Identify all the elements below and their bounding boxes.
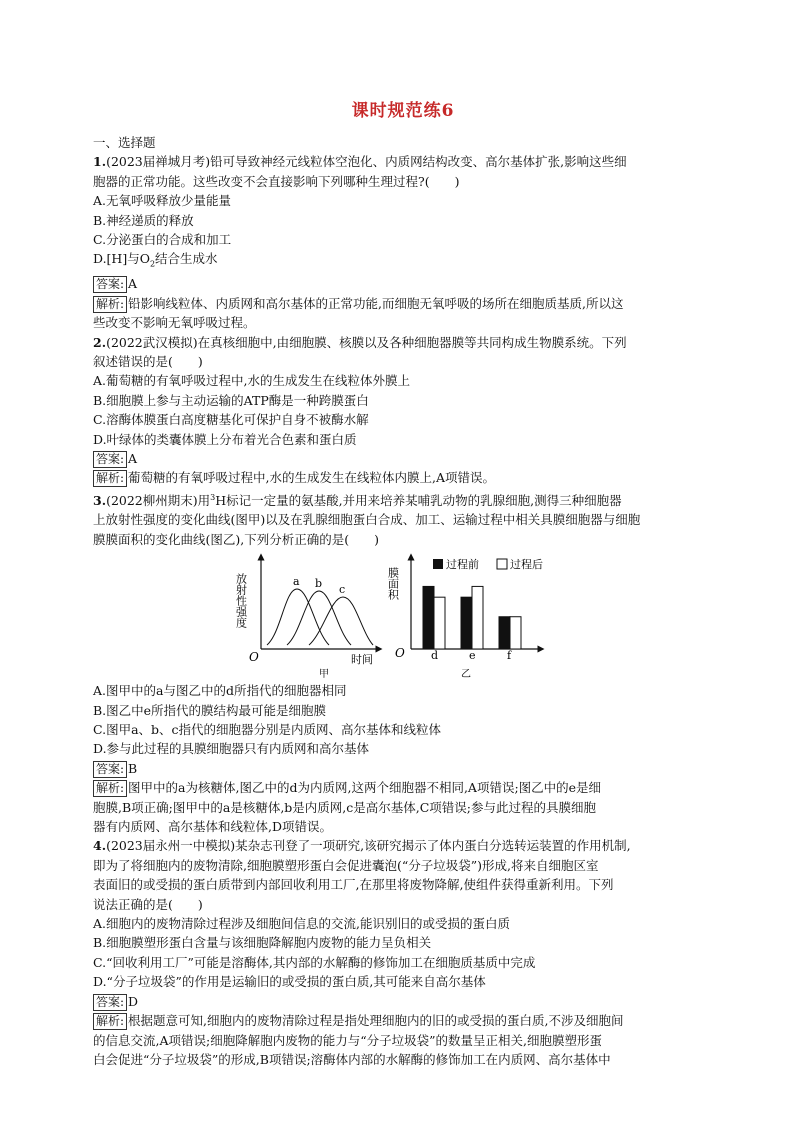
q4-option-a: A.细胞内的废物清除过程涉及细胞间信息的交流,能识别旧的或受损的蛋白质 — [93, 916, 510, 932]
figure-jia — [233, 553, 383, 679]
jia-curve-c — [309, 597, 373, 645]
yi-tick-d: d — [431, 649, 439, 663]
q4-analysis-line3: 白会促进“分子垃圾袋”的形成,B项错误;溶酶体内部的水解酶的修饰加工在内质网、高尔基体中 — [93, 1051, 611, 1067]
yi-caption: 乙 — [461, 669, 471, 681]
q2-analysis-text1: 葡萄糖的有氧呼吸过程中,水的生成发生在线粒体内膜上,A项错误。 — [128, 470, 496, 486]
q2-option-d: D.叶绿体的类囊体膜上分布着光合色素和蛋白质 — [93, 431, 357, 447]
bar-e-before — [461, 597, 472, 649]
q3-stem-line2: 上放射性强度的变化曲线(图甲)以及在乳腺细胞蛋白合成、加工、运输过程中相关具膜细胞器与细胞 — [93, 512, 641, 528]
q2-answer — [93, 449, 713, 468]
question-4 — [93, 836, 713, 1069]
q3-option-c: C.图甲a、b、c指代的细胞器分别是内质网、高尔基体和线粒体 — [93, 722, 442, 737]
yi-ylabel: 膜面积 — [386, 567, 400, 601]
q2-option-a: A.葡萄糖的有氧呼吸过程中,水的生成发生在线粒体外膜上 — [93, 373, 410, 389]
jia-xlabel: 时间 — [351, 653, 373, 667]
q3-analysis-line2: 胞膜,B项正确;图甲中的a是核糖体,b是内质网,c是高尔基体,C项错误;参与此过程的具膜细胞 — [93, 799, 597, 815]
q4-stem-line4: 说法正确的是( ) — [93, 896, 203, 912]
question-2 — [93, 333, 713, 488]
q2-stem-line1 — [93, 333, 713, 352]
q4-analysis-text1: 根据题意可知,细胞内的废物清除过程是指处理细胞内的旧的或受损的蛋白质,不涉及细胞间 — [128, 1013, 624, 1029]
yi-legend-before: 过程前 — [446, 558, 479, 572]
jia-ylabel: 放射性强度 — [234, 573, 248, 629]
q1-analysis-line1 — [93, 294, 713, 313]
bar-f-after — [510, 617, 521, 649]
bar-d-before — [423, 587, 434, 650]
q3-stem-sup: 3 — [210, 492, 216, 502]
jia-label-b: b — [315, 577, 323, 591]
jia-label-a: a — [293, 575, 300, 589]
yi-bars-group — [423, 587, 521, 650]
q1-option-d-post: 结合生成水 — [155, 251, 218, 267]
bar-f-before — [499, 617, 510, 649]
q2-option-b: B.细胞膜上参与主动运输的ATP酶是一种跨膜蛋白 — [93, 392, 369, 408]
jia-label-c: c — [339, 583, 346, 597]
q1-option-d — [93, 249, 713, 274]
q2-stem-line2: 叙述错误的是( ) — [93, 353, 203, 369]
page-content — [93, 96, 713, 1069]
jia-caption: 甲 — [319, 669, 329, 681]
question-1 — [93, 152, 713, 332]
q3-answer-value: B — [128, 760, 138, 776]
q1-analysis-label: 解析: — [93, 296, 127, 313]
q3-option-a: A.图甲中的a与图乙中的d所指代的细胞器相同 — [93, 683, 347, 699]
q3-stem-line3: 膜膜面积的变化曲线(图乙),下列分析正确的是( ) — [93, 531, 379, 547]
yi-ticks-group — [431, 649, 512, 662]
jia-curve-b — [287, 591, 351, 645]
q2-answer-label: 答案: — [93, 451, 127, 468]
q3-answer-label: 答案: — [93, 761, 127, 778]
q3-option-d: D.参与此过程的具膜细胞器只有内质网和高尔基体 — [93, 741, 370, 757]
question-3 — [93, 488, 713, 837]
q2-option-c: C.溶酶体膜蛋白高度糖基化可保护自身不被酶水解 — [93, 412, 369, 428]
q2-analysis-line1 — [93, 468, 713, 487]
figure-yi — [386, 553, 549, 681]
page-title: 课时规范练6 — [351, 101, 455, 121]
yi-legend-after-swatch — [497, 559, 507, 569]
q1-option-d-pre: D.[H]与O — [93, 251, 150, 267]
q4-analysis-line2: 的信息交流,A项错误;细胞降解胞内废物的能力与“分子垃圾袋”的数量呈正相关,细胞膜塑形蛋 — [93, 1032, 602, 1048]
q2-stem-text1: (2022武汉模拟)在真核细胞中,由细胞膜、核膜以及各种细胞器膜等共同构成生物膜系统。下列 — [106, 334, 627, 350]
q4-stem-line2: 即为了将细胞内的废物清除,细胞膜塑形蛋白会促进囊泡(“分子垃圾袋”)形成,将来自细胞区室 — [93, 857, 599, 873]
q1-analysis-text1: 铅影响线粒体、内质网和高尔基体的正常功能,而细胞无氧呼吸的场所在细胞质基质,所以这 — [128, 295, 624, 311]
q4-option-b: B.细胞膜塑形蛋白含量与该细胞降解胞内废物的能力呈负相关 — [93, 935, 432, 951]
yi-origin: O — [395, 646, 405, 661]
q2-analysis-label: 解析: — [93, 470, 127, 487]
q4-answer-label: 答案: — [93, 994, 127, 1011]
jia-curve-a — [267, 589, 329, 645]
q4-stem-line1 — [93, 836, 713, 855]
section-heading: 一、选择题 — [93, 135, 156, 150]
q1-number: 1. — [93, 154, 107, 170]
q3-analysis-text1: 图甲中的a为核糖体,图乙中的d为内质网,这两个细胞器不相同,A项错误;图乙中的e是细 — [128, 780, 602, 796]
q3-number: 3. — [93, 492, 107, 508]
q3-stem-pre: (2022柳州期末)用 — [106, 492, 211, 508]
q3-answer — [93, 759, 713, 778]
bar-e-after — [472, 587, 483, 650]
yi-legend-after: 过程后 — [510, 558, 543, 572]
q1-answer-value: A — [128, 276, 138, 292]
q3-stem-line1 — [93, 488, 713, 511]
yi-tick-e: e — [469, 649, 476, 663]
q4-answer — [93, 992, 713, 1011]
q4-option-c: C.“回收利用工厂”可能是溶酶体,其内部的水解酶的修饰加工在细胞质基质中完成 — [93, 954, 536, 970]
q3-analysis-line1 — [93, 778, 713, 797]
q1-answer-label: 答案: — [93, 276, 127, 293]
q1-stem-text1: (2023届禅城月考)铅可导致神经元线粒体空泡化、内质网结构改变、高尔基体扩张,影响这些细 — [106, 154, 627, 170]
q4-stem-line3: 表面旧的或受损的蛋白质带到内部回收利用工厂,在那里将废物降解,使组件获得重新利用。下列 — [93, 877, 614, 893]
q3-stem-post: H标记一定量的氨基酸,并用来培养某哺乳动物的乳腺细胞,测得三种细胞器 — [215, 492, 622, 508]
q4-analysis-line1 — [93, 1011, 713, 1030]
q1-stem-line1 — [93, 152, 713, 171]
q3-figures — [93, 553, 713, 679]
q1-option-a: A.无氧呼吸释放少量能量 — [93, 193, 232, 209]
bar-d-after — [434, 597, 445, 649]
q4-option-d: D.“分子垃圾袋”的作用是运输旧的或受损的蛋白质,其可能来自高尔基体 — [93, 974, 486, 990]
yi-tick-f: f — [507, 649, 512, 663]
jia-origin: O — [249, 650, 259, 665]
q2-answer-value: A — [128, 451, 138, 466]
q1-option-b: B.神经递质的释放 — [93, 212, 194, 228]
q1-answer — [93, 274, 713, 293]
q4-number: 4. — [93, 838, 107, 854]
q3-analysis-line3: 器有内质网、高尔基体和线粒体,D项错误。 — [93, 819, 332, 835]
q1-option-c: C.分泌蛋白的合成和加工 — [93, 232, 232, 248]
q4-answer-value: D — [128, 993, 139, 1009]
q1-stem-line2: 胞器的正常功能。这些改变不会直接影响下列哪种生理过程?( ) — [93, 173, 460, 189]
q1-option-d-sub: 2 — [149, 259, 156, 269]
q4-stem-text1: (2023届永州一中模拟)某杂志刊登了一项研究,该研究揭示了体内蛋白分选转运装置的作用机制, — [106, 838, 631, 854]
q4-analysis-label: 解析: — [93, 1013, 127, 1030]
yi-legend-before-swatch — [433, 559, 443, 569]
q1-analysis-line2: 些改变不影响无氧呼吸过程。 — [93, 315, 256, 331]
q3-analysis-label: 解析: — [93, 780, 127, 797]
q2-number: 2. — [93, 334, 107, 350]
q3-option-b: B.图乙中e所指代的膜结构最可能是细胞膜 — [93, 702, 327, 718]
